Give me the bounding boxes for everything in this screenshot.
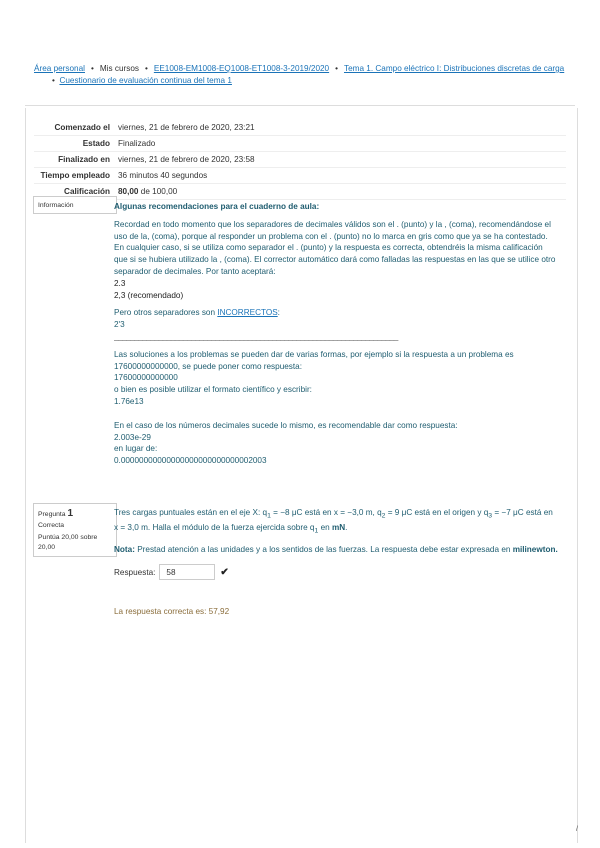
example-comma: 2,3 (recomendado) (114, 290, 184, 300)
question-number: 1 (67, 508, 74, 519)
summary-value: Finalizado (114, 136, 566, 152)
info-paragraph-instead: en lugar de: (114, 444, 158, 454)
breadcrumb-home-link[interactable]: Área personal (34, 64, 85, 73)
info-title: Algunas recomendaciones para el cuaderno de aula: (114, 202, 320, 211)
question-info-box (33, 503, 117, 557)
incorrect-post: : (277, 308, 280, 318)
breadcrumb-course-link[interactable]: EE1008-EM1008-EQ1008-ET1008-3-2019/2020 (153, 64, 330, 73)
summary-label: Calificación (34, 184, 114, 200)
breadcrumb-my-courses: Mis cursos (99, 64, 139, 73)
question-label: Pregunta (38, 511, 66, 518)
summary-row-time (34, 168, 566, 184)
example-integer: 17600000000000 (114, 373, 178, 383)
attempt-summary-table (34, 120, 566, 200)
info-paragraph-forms: Las soluciones a los problemas se pueden dar de varias formas, por ejemplo si la respuesta a un problema es 17600000000000, se puede poner como respuesta: (114, 349, 514, 371)
info-label-box (33, 196, 117, 214)
check-icon: ✔ (220, 566, 229, 578)
example-point: 2.3 (114, 278, 126, 288)
summary-label: Estado (34, 136, 114, 152)
breadcrumb-separator: • (52, 76, 55, 85)
breadcrumb-topic-link[interactable]: Tema 1. Campo eléctrico I: Distribuciones discretas de carga (343, 64, 565, 73)
breadcrumb-quiz-link[interactable]: Cuestionario de evaluación continua del tema 1 (59, 76, 232, 85)
summary-value: viernes, 21 de febrero de 2020, 23:21 (114, 120, 566, 136)
summary-value: viernes, 21 de febrero de 2020, 23:58 (114, 152, 566, 168)
answer-row (114, 564, 229, 580)
correct-answer-feedback: La respuesta correcta es: 57,92 (114, 607, 230, 616)
info-paragraph-scientific: o bien es posible utilizar el formato científico y escribir: (114, 385, 312, 395)
info-paragraph-separators: Recordad en todo momento que los separadores de decimales válidos son el . (punto) y la , (coma), recomendándose el uso de la, (coma), porque al responder un problema con el . (punto) no lo marca en gris como que ya se ha contestado. En cualquier caso, si se utiliza como separador el . (punto) y la respuesta es correcta, obtendréis la misma calificación que si se hubiera utilizado la , (coma). El corrector automático dará como falladas las respuestas en las que se utilice otro separador de decimales. Por tanto aceptará: (114, 219, 556, 276)
incorrect-link[interactable]: INCORRECTOS (217, 308, 278, 318)
info-divider: ______________________________________________________________________ (114, 331, 398, 341)
breadcrumb-separator: • (144, 64, 148, 73)
question-score: Puntúa 20,00 sobre 20,00 (38, 534, 98, 551)
breadcrumb (34, 63, 574, 87)
grade-max: de 100,00 (138, 187, 178, 196)
question-text (114, 507, 558, 556)
breadcrumb-separator: • (335, 64, 338, 73)
summary-label: Tiempo empleado (34, 168, 114, 184)
info-content (114, 201, 558, 467)
incorrect-pre: Pero otros separadores son (114, 308, 218, 318)
info-paragraph-incorrect (114, 307, 558, 319)
example-apostrophe: 2'3 (114, 320, 125, 330)
answer-input[interactable]: 58 (159, 564, 215, 580)
summary-label: Comenzado el (34, 120, 114, 136)
summary-label: Finalizado en (34, 152, 114, 168)
summary-value: 36 minutos 40 segundos (114, 168, 566, 184)
question-statement: Tres cargas puntuales están en el eje X: $q_1 = -8$ μC está en x = −3,0 m, $q_2 = 9$ μC está en el origen y $q_3 = -7$ μC está en x = 3,0 m. Halla el módulo de la fuerza ejercida sobre $q_1$ en mN. (114, 508, 553, 536)
summary-value (114, 184, 566, 200)
question-state: Correcta (38, 522, 65, 529)
breadcrumb-separator: • (90, 64, 94, 73)
summary-row-state (34, 136, 566, 152)
header-divider (25, 105, 575, 106)
summary-row-finished (34, 152, 566, 168)
example-scientific: 1.76e13 (114, 396, 144, 406)
answer-label: Respuesta: (114, 567, 156, 577)
example-decimal-scientific: 2.003e-29 (114, 432, 151, 442)
info-label: Información (38, 202, 74, 209)
summary-row-started (34, 120, 566, 136)
grade-value: 80,00 (118, 187, 139, 196)
page-corner-mark: / (576, 826, 578, 833)
example-decimal-long: 0.00000000000000000000000000002003 (114, 456, 267, 466)
question-note: Nota: Prestad atención a las unidades y a los sentidos de las fuerzas. La respuesta debe estar expresada en milinewton. (114, 544, 558, 554)
info-paragraph-decimals: En el caso de los números decimales sucede lo mismo, es recomendable dar como respuesta: (114, 420, 458, 430)
